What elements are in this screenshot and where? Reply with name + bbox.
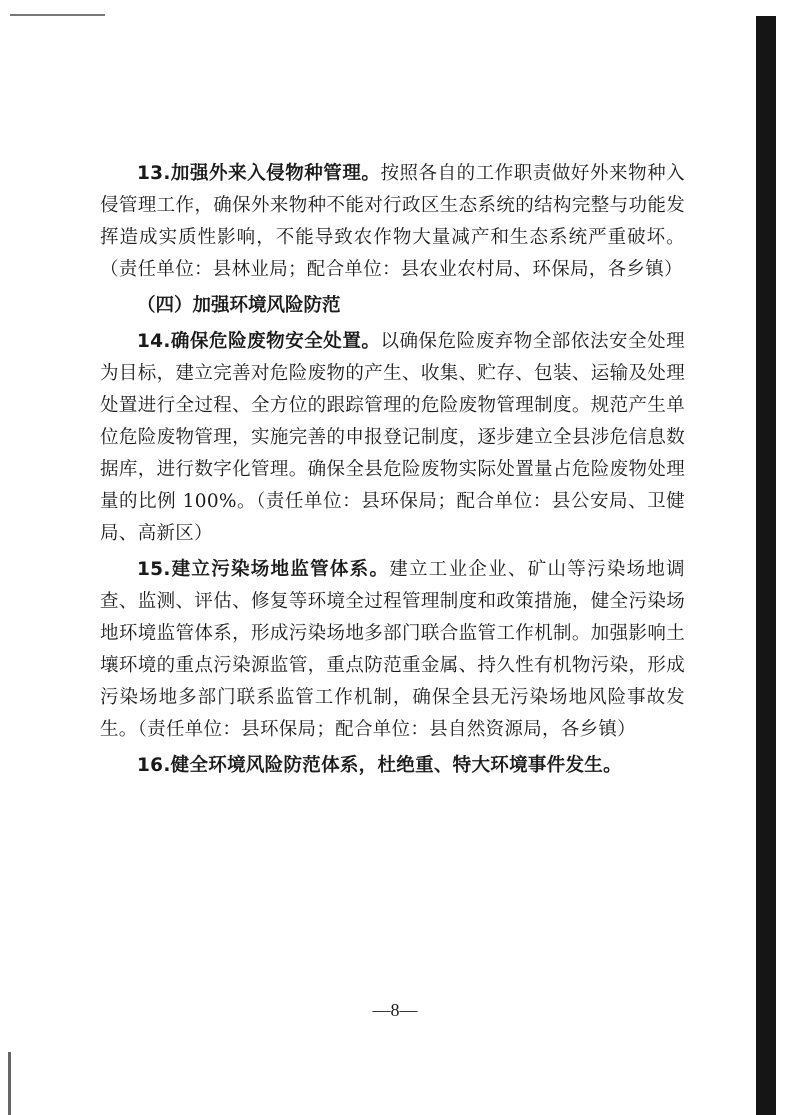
scan-artifact-right-edge xyxy=(756,16,776,1115)
paragraph-15-heading: 15.建立污染场地监管体系。 xyxy=(137,559,390,580)
scan-artifact-top-line xyxy=(10,14,105,16)
section-4-heading: （四）加强环境风险防范 xyxy=(137,295,341,316)
paragraph-15 xyxy=(100,554,685,746)
scan-artifact-left-edge xyxy=(8,1052,11,1115)
paragraph-13 xyxy=(100,158,685,286)
page-number: —8— xyxy=(372,1000,418,1020)
paragraph-14-heading: 14.确保危险废物安全处置。 xyxy=(137,331,381,352)
paragraph-14-text: 以确保危险废弃物全部依法安全处理为目标，建立完善对危险废物的产生、收集、贮存、包装、运输及处理处置进行全过程、全方位的跟踪管理的危险废物管理制度。规范产生单位危险废物管理，实施完善的申报登记制度，逐步建立全县涉危信息数据库，进行数字化管理。确保全县危险废物实际处置量占危险废物处理量的比例 100%。（责任单位：县环保局；配合单位：县公安局、卫健局、高新区） xyxy=(100,331,685,544)
paragraph-15-text: 建立工业企业、矿山等污染场地调查、监测、评估、修复等环境全过程管理制度和政策措施，健全污染场地环境监管体系，形成污染场地多部门联合监管工作机制。加强影响土壤环境的重点污染源监管，重点防范重金属、持久性有机物污染，形成污染场地多部门联系监管工作机制，确保全县无污染场地风险事故发生。（责任单位：县环保局；配合单位：县自然资源局，各乡镇） xyxy=(100,559,685,740)
paragraph-13-heading: 13.加强外来入侵物种管理。 xyxy=(137,163,381,184)
paragraph-16 xyxy=(100,750,685,782)
paragraph-14 xyxy=(100,326,685,550)
paragraph-16-heading: 16.健全环境风险防范体系，杜绝重、特大环境事件发生。 xyxy=(137,755,622,776)
document-body xyxy=(100,158,685,782)
paragraph-13-text: 按照各自的工作职责做好外来物种入侵管理工作，确保外来物种不能对行政区生态系统的结构完整与功能发挥造成实质性影响，不能导致农作物大量减产和生态系统严重破坏。（责任单位：县林业局；配合单位：县农业农村局、环保局，各乡镇） xyxy=(100,163,685,280)
